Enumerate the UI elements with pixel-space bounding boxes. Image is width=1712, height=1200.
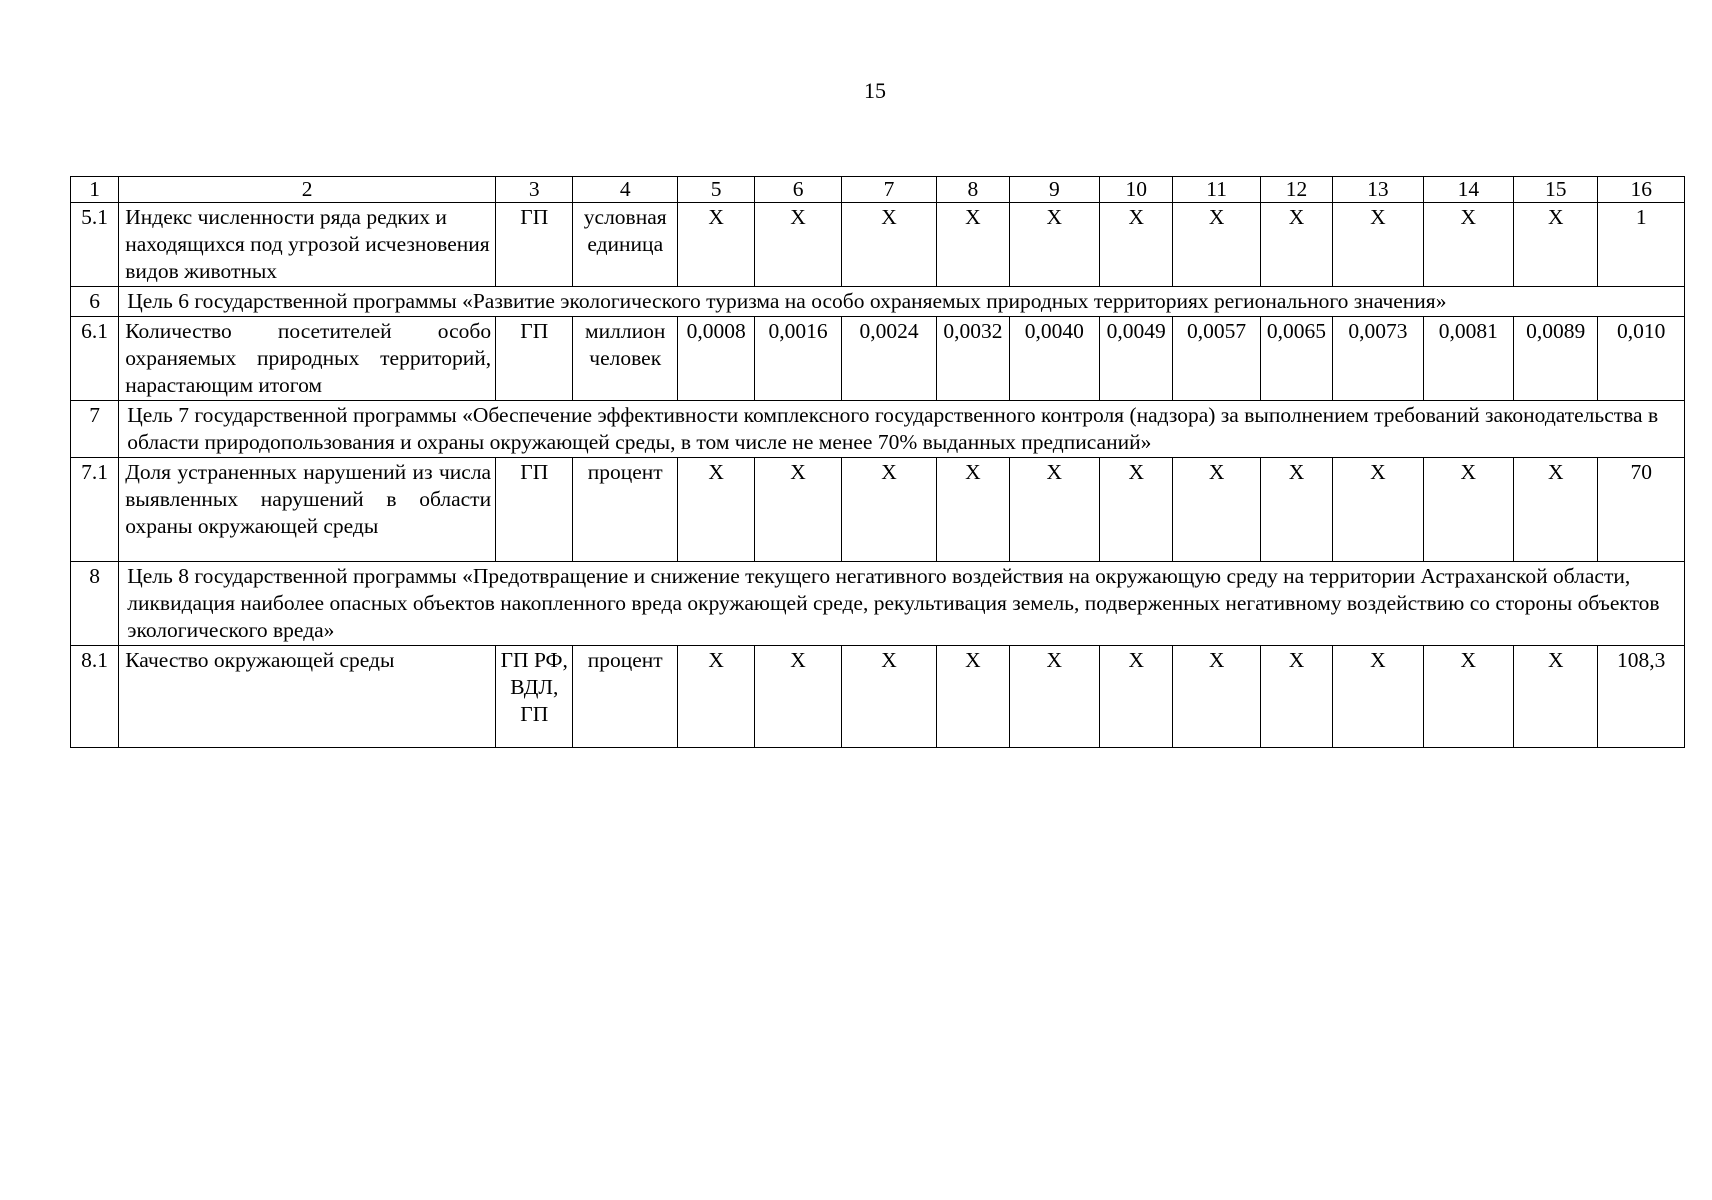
column-header: 12 <box>1260 177 1332 203</box>
indicator-value: Х <box>1173 203 1260 287</box>
indicator-source: ГП <box>496 458 573 562</box>
indicator-value: 0,0089 <box>1514 317 1598 401</box>
indicator-value: Х <box>937 646 1009 748</box>
indicator-value: 108,3 <box>1598 646 1685 748</box>
indicator-value: 1 <box>1598 203 1685 287</box>
column-header: 11 <box>1173 177 1260 203</box>
indicator-value: Х <box>755 458 841 562</box>
goal-number: 8 <box>71 562 119 646</box>
indicator-value: Х <box>937 458 1009 562</box>
indicator-value: Х <box>677 203 754 287</box>
indicator-value: Х <box>1260 458 1332 562</box>
indicator-value: Х <box>1173 646 1260 748</box>
indicator-value: 0,0032 <box>937 317 1009 401</box>
page-number: 15 <box>864 78 886 103</box>
indicator-source: ГП <box>496 203 573 287</box>
goal-row <box>71 401 1685 458</box>
table-row <box>71 203 1685 287</box>
goal-row <box>71 287 1685 317</box>
indicator-value: Х <box>841 203 936 287</box>
indicator-value: 0,0057 <box>1173 317 1260 401</box>
indicator-unit: миллион человек <box>573 317 678 401</box>
goal-text: Цель 8 государственной программы «Предотвращение и снижение текущего негативного воздействия на окружающую среду на территории Астраханской области, ликвидация наиболее опасных объектов накопленного вреда окружающей среде, рекультивация земель, подверженных негативному воздействию со стороны объектов экологического вреда» <box>119 562 1685 646</box>
indicator-value: Х <box>1260 203 1332 287</box>
indicator-value: Х <box>1514 203 1598 287</box>
indicator-value: 0,010 <box>1598 317 1685 401</box>
indicator-unit: условная единица <box>573 203 678 287</box>
indicator-unit: процент <box>573 646 678 748</box>
indicator-value: 0,0081 <box>1423 317 1513 401</box>
indicator-value: 0,0040 <box>1009 317 1099 401</box>
column-header: 10 <box>1100 177 1173 203</box>
indicator-value: 0,0065 <box>1260 317 1332 401</box>
indicator-value: Х <box>1100 458 1173 562</box>
indicator-value: Х <box>1423 646 1513 748</box>
column-header: 1 <box>71 177 119 203</box>
indicator-source: ГП <box>496 317 573 401</box>
indicator-value: Х <box>677 646 754 748</box>
indicator-value: 0,0024 <box>841 317 936 401</box>
indicator-number: 7.1 <box>71 458 119 562</box>
table-row <box>71 317 1685 401</box>
indicator-value: Х <box>1514 646 1598 748</box>
indicator-name: Доля устраненных нарушений из числа выявленных нарушений в области охраны окружающей среды <box>119 458 496 562</box>
indicator-unit: процент <box>573 458 678 562</box>
column-header: 14 <box>1423 177 1513 203</box>
goal-row <box>71 562 1685 646</box>
indicator-value: Х <box>755 646 841 748</box>
indicator-value: 0,0016 <box>755 317 841 401</box>
indicator-value: Х <box>1260 646 1332 748</box>
indicator-value: 70 <box>1598 458 1685 562</box>
indicator-value: Х <box>1009 203 1099 287</box>
goal-text: Цель 7 государственной программы «Обеспечение эффективности комплексного государственного контроля (надзора) за выполнением требований законодательства в области природопользования и охраны окружающей среды, в том числе не менее 70% выданных предписаний» <box>119 401 1685 458</box>
column-header: 8 <box>937 177 1009 203</box>
column-header: 15 <box>1514 177 1598 203</box>
indicator-value: Х <box>841 646 936 748</box>
column-header: 3 <box>496 177 573 203</box>
indicator-value: 0,0073 <box>1333 317 1423 401</box>
table-row <box>71 646 1685 748</box>
indicator-value: Х <box>1100 203 1173 287</box>
indicator-value: Х <box>841 458 936 562</box>
table-row <box>71 458 1685 562</box>
indicators-table <box>70 176 1685 748</box>
goal-number: 6 <box>71 287 119 317</box>
goal-number: 7 <box>71 401 119 458</box>
indicator-value: Х <box>937 203 1009 287</box>
indicator-value: Х <box>1514 458 1598 562</box>
column-header: 16 <box>1598 177 1685 203</box>
indicator-value: Х <box>1423 203 1513 287</box>
indicator-number: 8.1 <box>71 646 119 748</box>
indicator-number: 5.1 <box>71 203 119 287</box>
indicator-name: Количество посетителей особо охраняемых природных территорий, нарастающим итогом <box>119 317 496 401</box>
column-header: 6 <box>755 177 841 203</box>
indicator-value: Х <box>1333 646 1423 748</box>
indicator-value: Х <box>755 203 841 287</box>
indicator-name: Качество окружающей среды <box>119 646 496 748</box>
indicator-value: Х <box>677 458 754 562</box>
indicator-value: Х <box>1333 458 1423 562</box>
indicator-value: Х <box>1333 203 1423 287</box>
header-row <box>71 177 1685 203</box>
column-header: 2 <box>119 177 496 203</box>
indicator-value: Х <box>1009 458 1099 562</box>
column-header: 9 <box>1009 177 1099 203</box>
indicator-number: 6.1 <box>71 317 119 401</box>
indicator-name: Индекс численности ряда редких и находящихся под угрозой исчезновения видов животных <box>119 203 496 287</box>
indicator-value: 0,0049 <box>1100 317 1173 401</box>
indicator-value: Х <box>1100 646 1173 748</box>
column-header: 7 <box>841 177 936 203</box>
indicator-value: Х <box>1423 458 1513 562</box>
indicator-value: Х <box>1173 458 1260 562</box>
column-header: 5 <box>677 177 754 203</box>
column-header: 13 <box>1333 177 1423 203</box>
column-header: 4 <box>573 177 678 203</box>
goal-text: Цель 6 государственной программы «Развитие экологического туризма на особо охраняемых природных территориях регионального значения» <box>119 287 1685 317</box>
indicator-value: Х <box>1009 646 1099 748</box>
indicator-source: ГП РФ, ВДЛ, ГП <box>496 646 573 748</box>
indicator-value: 0,0008 <box>677 317 754 401</box>
